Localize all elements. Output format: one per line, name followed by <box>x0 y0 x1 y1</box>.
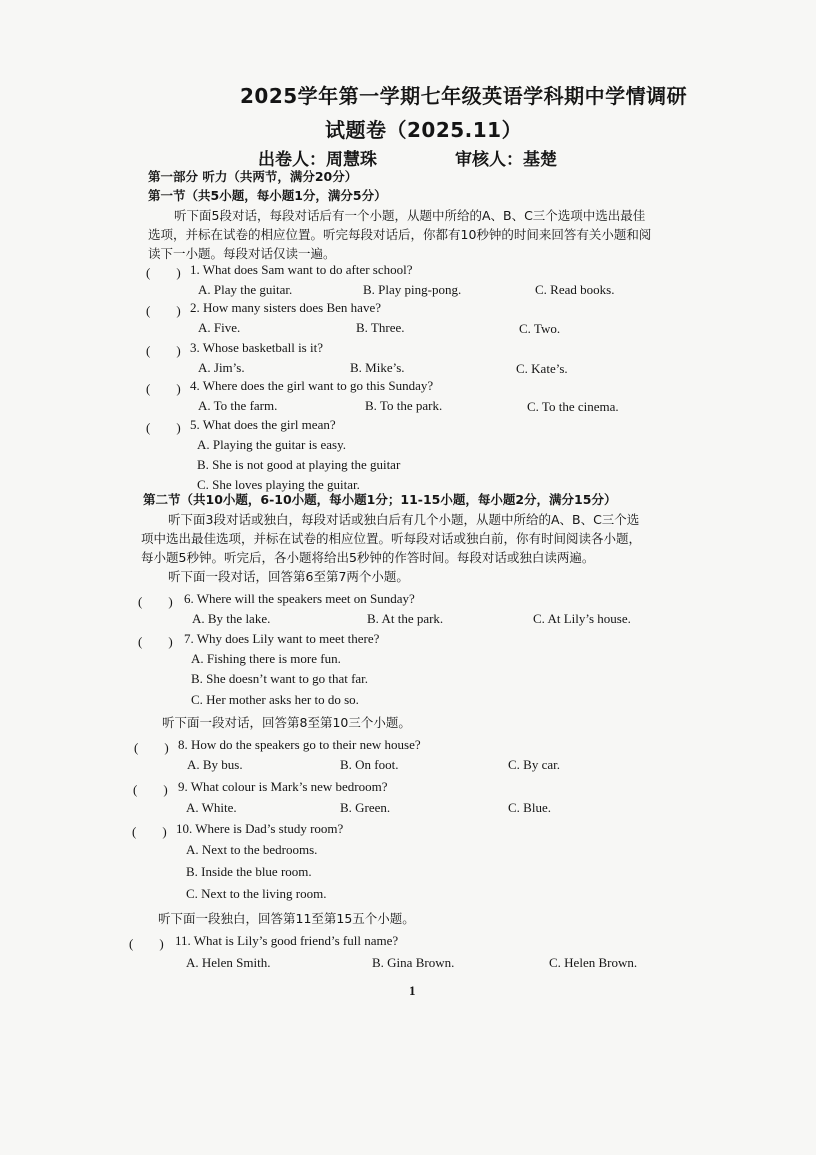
option: B. On foot. <box>340 757 399 772</box>
answer-blank[interactable]: ( ) <box>138 594 173 609</box>
section1-instruction-line: 选项，并标在试卷的相应位置。听完每段对话后，你都有10秒钟的时间来回答有关小题和阅 <box>148 227 652 242</box>
answer-blank[interactable]: ( ) <box>146 343 181 358</box>
option: C. Read books. <box>535 282 615 297</box>
option: B. Gina Brown. <box>372 955 455 970</box>
dialogue-intro: 听下面一段对话，回答第6至第7两个小题。 <box>168 569 409 584</box>
part-heading: 第一部分 听力（共两节，满分20分） <box>148 169 358 184</box>
option: C. To the cinema. <box>527 399 619 414</box>
answer-blank[interactable]: ( ) <box>146 265 181 280</box>
option: B. Three. <box>356 320 405 335</box>
option: C. Helen Brown. <box>549 955 638 970</box>
answer-blank[interactable]: ( ) <box>133 782 168 797</box>
section2-instruction-line: 项中选出最佳选项，并标在试卷的相应位置。听每段对话或独白前，你有时间阅读各小题， <box>141 531 642 546</box>
option: A. Next to the bedrooms. <box>186 842 318 857</box>
question-5: 5. What does the girl mean? <box>190 417 336 432</box>
monologue-intro: 听下面一段独白，回答第11至第15五个小题。 <box>158 911 415 926</box>
setter: 出卷人：周慧珠 <box>258 150 377 170</box>
option: B. She is not good at playing the guitar <box>197 457 401 472</box>
section1-instruction-line: 读下一小题。每段对话仅读一遍。 <box>148 246 336 261</box>
option: B. Mike’s. <box>350 360 405 375</box>
answer-blank[interactable]: ( ) <box>138 634 173 649</box>
option: A. Fishing there is more fun. <box>191 651 341 666</box>
section1-heading: 第一节（共5小题，每小题1分，满分5分） <box>148 188 387 203</box>
question-11: 11. What is Lily’s good friend’s full name? <box>175 933 399 948</box>
option: A. By bus. <box>187 757 243 772</box>
answer-blank[interactable]: ( ) <box>129 936 164 951</box>
option: C. Blue. <box>508 800 551 815</box>
option: C. At Lily’s house. <box>533 611 631 626</box>
question-8: 8. How do the speakers go to their new house? <box>178 737 421 752</box>
question-2: 2. How many sisters does Ben have? <box>190 300 381 315</box>
question-6: 6. Where will the speakers meet on Sunday? <box>184 591 415 606</box>
exam-title: 2025学年第一学期七年级英语学科期中学情调研 <box>240 84 688 108</box>
option: A. Jim’s. <box>198 360 245 375</box>
option: A. Play the guitar. <box>198 282 293 297</box>
option: C. By car. <box>508 757 560 772</box>
section2-instruction-line: 每小题5秒钟。听完后，各小题将给出5秒钟的作答时间。每段对话或独白读两遍。 <box>141 550 595 565</box>
question-10: 10. Where is Dad’s study room? <box>176 821 344 836</box>
question-9: 9. What colour is Mark’s new bedroom? <box>178 779 388 794</box>
option: A. Playing the guitar is easy. <box>197 437 346 452</box>
option: B. Inside the blue room. <box>186 864 312 879</box>
option: B. Green. <box>340 800 391 815</box>
option: C. Two. <box>519 321 561 336</box>
section1-instruction-line: 听下面5段对话，每段对话后有一个小题，从题中所给的A、B、C三个选项中选出最佳 <box>174 208 646 223</box>
question-3: 3. Whose basketball is it? <box>190 340 323 355</box>
option: B. She doesn’t want to go that far. <box>191 671 369 686</box>
question-4: 4. Where does the girl want to go this Sunday? <box>190 378 434 393</box>
option: C. Next to the living room. <box>186 886 327 901</box>
answer-blank[interactable]: ( ) <box>146 420 181 435</box>
exam-subtitle: 试题卷（2025.11） <box>325 118 523 142</box>
section2-heading: 第二节（共10小题，6-10小题，每小题1分；11-15小题，每小题2分，满分15分） <box>143 492 617 507</box>
reviewer: 审核人：基楚 <box>455 150 557 170</box>
answer-blank[interactable]: ( ) <box>146 303 181 318</box>
option: A. By the lake. <box>192 611 271 626</box>
page-number: 1 <box>409 983 416 998</box>
answer-blank[interactable]: ( ) <box>146 381 181 396</box>
option: C. She loves playing the guitar. <box>197 477 360 492</box>
answer-blank[interactable]: ( ) <box>132 824 167 839</box>
option: A. White. <box>186 800 237 815</box>
question-1: 1. What does Sam want to do after school? <box>190 262 413 277</box>
section2-instruction-line: 听下面3段对话或独白，每段对话或独白后有几个小题，从题中所给的A、B、C三个选 <box>168 512 640 527</box>
option: B. To the park. <box>365 398 443 413</box>
option: B. At the park. <box>367 611 444 626</box>
option: A. To the farm. <box>198 398 278 413</box>
option: C. Kate’s. <box>516 361 568 376</box>
dialogue-intro: 听下面一段对话，回答第8至第10三个小题。 <box>162 715 411 730</box>
option: A. Helen Smith. <box>186 955 271 970</box>
option: C. Her mother asks her to do so. <box>191 692 359 707</box>
option: B. Play ping-pong. <box>363 282 462 297</box>
option: A. Five. <box>198 320 241 335</box>
answer-blank[interactable]: ( ) <box>134 740 169 755</box>
question-7: 7. Why does Lily want to meet there? <box>184 631 380 646</box>
